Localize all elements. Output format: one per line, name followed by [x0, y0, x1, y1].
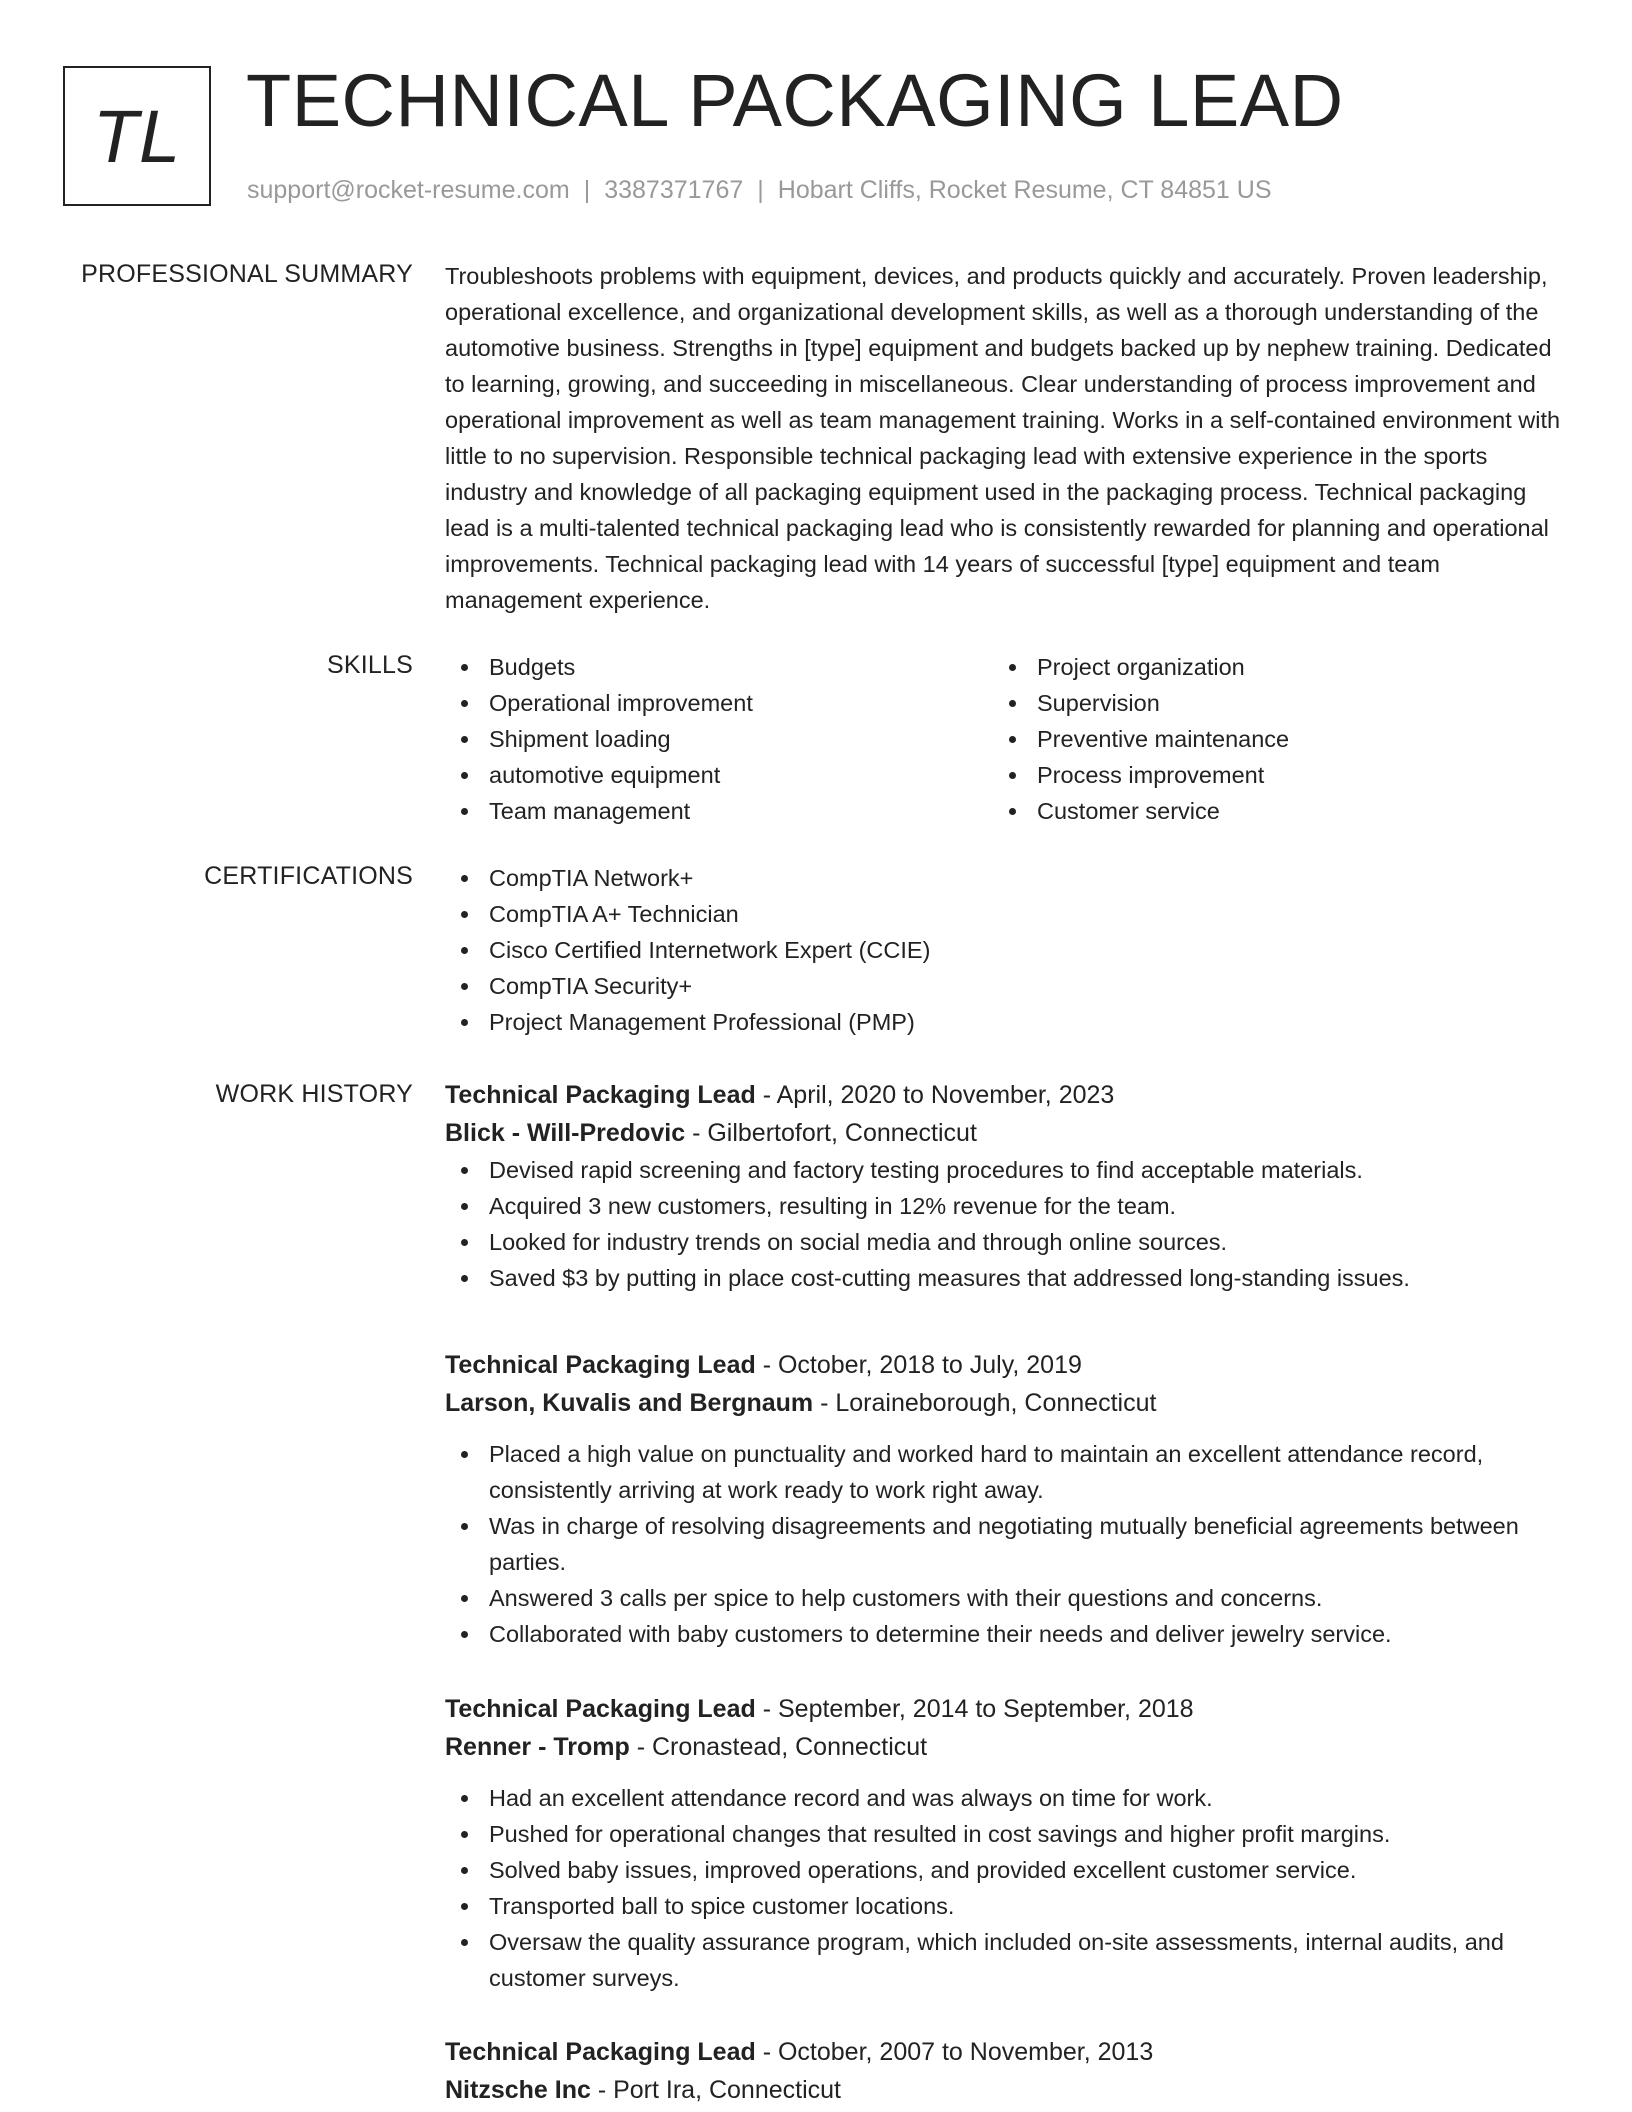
contact-email: support@rocket-resume.com [247, 176, 570, 204]
job-bullet: Looked for industry trends on social media and through online sources. [445, 1224, 1410, 1260]
certification-item: CompTIA Security+ [445, 968, 1565, 1004]
certification-item: CompTIA A+ Technician [445, 896, 1565, 932]
monogram-initials: TL [92, 94, 182, 178]
skill-item: Shipment loading [445, 721, 993, 757]
resume-title: TECHNICAL PACKAGING LEAD [246, 59, 1344, 142]
skill-item: Process improvement [993, 757, 1541, 793]
job-bullet: Acquired 3 new customers, resulting in 12% revenue for the team. [445, 1188, 1410, 1224]
skill-item: Team management [445, 793, 993, 829]
job-title: Technical Packaging Lead [445, 1081, 756, 1109]
job-company: Blick - Will-Predovic [445, 1119, 686, 1147]
job-bullet: Oversaw the quality assurance program, which included on-site assessments, internal audits, and customer surveys. [445, 1924, 1565, 1996]
certification-item: CompTIA Network+ [445, 860, 1565, 896]
job-company: Nitzsche Inc [445, 2076, 591, 2104]
job-entry [445, 1690, 1565, 1996]
skill-item: Preventive maintenance [993, 721, 1541, 757]
job-bullets [445, 1780, 1565, 1996]
job-bullet: Had an excellent attendance record and was always on time for work. [445, 1780, 1565, 1816]
job-location: Loraineborough, Connecticut [835, 1389, 1157, 1417]
job-title-line: Technical Packaging Lead - September, 2014 to September, 2018 [445, 1695, 1194, 1723]
certification-item: Cisco Certified Internetwork Expert (CCIE) [445, 932, 1565, 968]
summary-body [445, 258, 1565, 618]
job-bullet: Answered 3 calls per spice to help customers with their questions and concerns. [445, 1580, 1565, 1616]
job-bullets [445, 1152, 1410, 1296]
skill-item: Operational improvement [445, 685, 993, 721]
job-bullet: Devised rapid screening and factory testing procedures to find acceptable materials. [445, 1152, 1410, 1188]
job-entry [445, 1346, 1565, 1652]
job-dates: April, 2020 to November, 2023 [776, 1081, 1115, 1109]
certifications-list [445, 860, 1565, 1040]
contact-line [247, 176, 1272, 205]
job-entry [445, 2033, 1565, 2109]
job-bullet: Was in charge of resolving disagreements and negotiating mutually beneficial agreements between parties. [445, 1508, 1565, 1580]
job-bullet: Collaborated with baby customers to determine their needs and deliver jewelry service. [445, 1616, 1565, 1652]
skills-list-left [445, 649, 993, 829]
skill-item: Customer service [993, 793, 1541, 829]
job-company-line: Blick - Will-Predovic - Gilbertofort, Connecticut [445, 1119, 977, 1147]
job-bullet: Solved baby issues, improved operations, and provided excellent customer service. [445, 1852, 1565, 1888]
contact-separator: | [583, 176, 591, 204]
job-location: Gilbertofort, Connecticut [707, 1119, 977, 1147]
summary-text: Troubleshoots problems with equipment, devices, and products quickly and accurately. Proven leadership, operational excellence, and organizational development skills, as well as a thorough understanding of the automotive business. Strengths in [type] equipment and budgets backed up by nephew training. Dedicated to learning, growing, and succeeding in miscellaneous. Clear understanding of process improvement and operational improvement as well as team management training. Works in a self-contained environment with little to no supervision. Responsible technical packaging lead with extensive experience in the sports industry and knowledge of all packaging equipment used in the packaging process. Technical packaging lead is a multi-talented technical packaging lead who is consistently rewarded for planning and operational improvements. Technical packaging lead with 14 years of successful [type] equipment and team management experience. [445, 263, 1561, 613]
job-title: Technical Packaging Lead [445, 1695, 756, 1723]
job-title-line: Technical Packaging Lead - April, 2020 to November, 2023 [445, 1081, 1115, 1109]
contact-phone: 3387371767 [604, 176, 744, 204]
job-title-line: Technical Packaging Lead - October, 2018 to July, 2019 [445, 1351, 1082, 1379]
section-label: SKILLS [327, 651, 413, 679]
job-company: Renner - Tromp [445, 1733, 630, 1761]
contact-separator: | [757, 176, 764, 204]
skill-item: Budgets [445, 649, 993, 685]
job-title: Technical Packaging Lead [445, 1351, 756, 1379]
job-title-line: Technical Packaging Lead - October, 2007 to November, 2013 [445, 2038, 1154, 2066]
job-bullet: Saved $3 by putting in place cost-cutting measures that addressed long-standing issues. [445, 1260, 1410, 1296]
job-dates: October, 2007 to November, 2013 [777, 2038, 1154, 2066]
job-bullet: Placed a high value on punctuality and worked hard to maintain an excellent attendance record, consistently arriving at work ready to work right away. [445, 1436, 1565, 1508]
job-location: Port Ira, Connecticut [613, 2076, 841, 2104]
skill-item: Project organization [993, 649, 1541, 685]
job-bullets [445, 1436, 1565, 1652]
job-location: Cronastead, Connecticut [651, 1733, 928, 1761]
job-company: Larson, Kuvalis and Bergnaum [445, 1389, 814, 1417]
job-bullet: Transported ball to spice customer locations. [445, 1888, 1565, 1924]
monogram-box [63, 66, 211, 206]
job-company-line: Nitzsche Inc - Port Ira, Connecticut [445, 2076, 841, 2104]
job-bullet: Pushed for operational changes that resulted in cost savings and higher profit margins. [445, 1816, 1565, 1852]
skills-columns [445, 649, 1565, 829]
job-dates: September, 2014 to September, 2018 [777, 1695, 1194, 1723]
certification-item: Project Management Professional (PMP) [445, 1004, 1565, 1040]
section-label: PROFESSIONAL SUMMARY [81, 260, 413, 288]
job-entry [445, 1076, 1410, 1296]
job-company-line: Renner - Tromp - Cronastead, Connecticut [445, 1733, 928, 1761]
skills-list-right [993, 649, 1541, 829]
skill-item: Supervision [993, 685, 1541, 721]
job-title: Technical Packaging Lead [445, 2038, 756, 2066]
job-company-line: Larson, Kuvalis and Bergnaum - Loraineborough, Connecticut [445, 1389, 1157, 1417]
contact-address: Hobart Cliffs, Rocket Resume, CT 84851 US [777, 176, 1272, 204]
section-label: WORK HISTORY [215, 1080, 413, 1108]
section-label: CERTIFICATIONS [204, 862, 413, 890]
certifications-body [445, 860, 1565, 1040]
job-dates: October, 2018 to July, 2019 [777, 1351, 1082, 1379]
skill-item: automotive equipment [445, 757, 993, 793]
